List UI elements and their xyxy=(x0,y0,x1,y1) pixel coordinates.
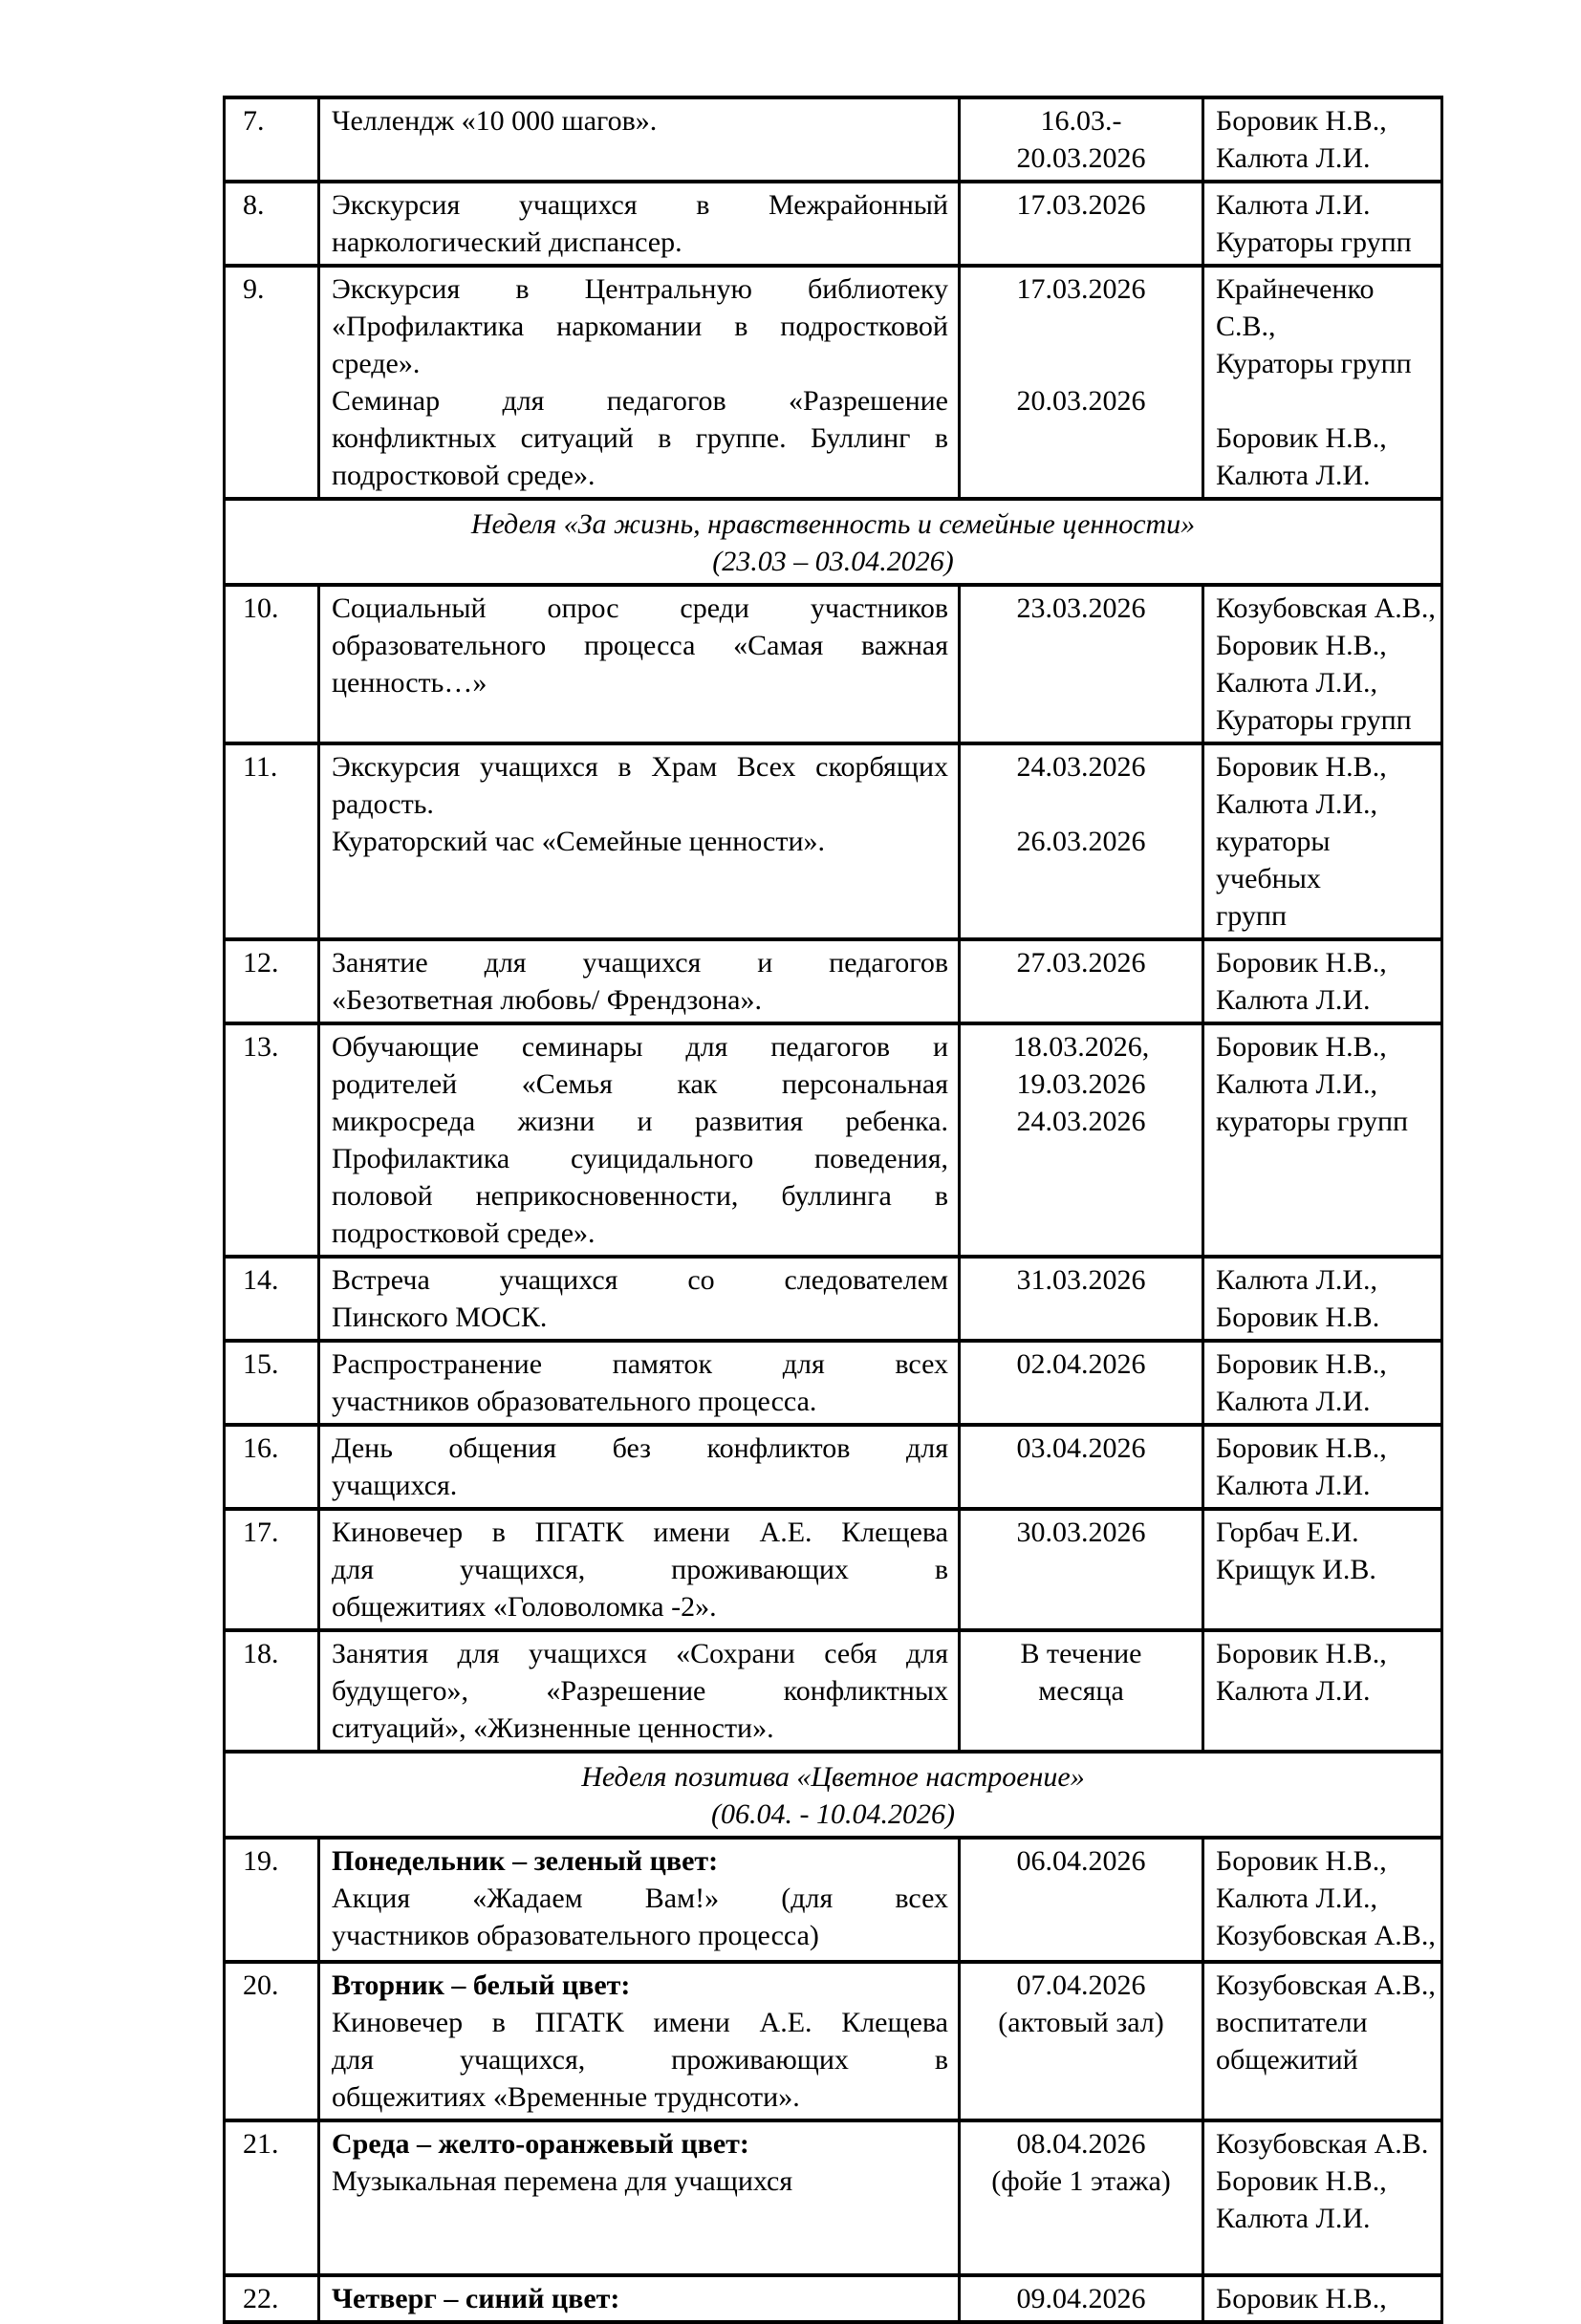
responsible-line: Боровик Н.В., xyxy=(1216,105,1387,137)
date-cell xyxy=(960,1341,1203,1425)
row-number xyxy=(226,1840,317,1960)
table-row xyxy=(225,939,1442,1023)
date-line: (фойе 1 этажа) xyxy=(991,2165,1171,2197)
event-line: Семинар для педагогов «Разрешение xyxy=(332,385,948,417)
row-number-text: 15. xyxy=(243,1348,279,1380)
event-text xyxy=(320,2122,958,2273)
row-number-cell xyxy=(225,1630,319,1752)
event-text xyxy=(320,268,958,497)
event-line: Киновечер в ПГАТК имени А.Е. Клещева xyxy=(332,1517,948,1548)
row-number xyxy=(226,1632,317,1747)
event-line: подростковой среде». xyxy=(332,1217,596,1249)
event-line: Челлендж «10 000 шагов». xyxy=(332,105,658,137)
responsible-text xyxy=(1204,1025,1440,1251)
event-line: Занятие для учащихся и педагогов xyxy=(332,947,948,979)
date-line: 17.03.2026 xyxy=(1016,189,1146,221)
date-text xyxy=(961,1840,1202,1960)
responsible-line: Боровик Н.В., xyxy=(1216,422,1387,454)
date-cell xyxy=(960,1630,1203,1752)
row-number xyxy=(226,1964,317,2113)
responsible-text xyxy=(1204,99,1440,180)
event-cell xyxy=(319,1838,960,1962)
event-text xyxy=(320,1025,958,1255)
responsible-text xyxy=(1204,1427,1440,1507)
date-line: месяца xyxy=(1038,1675,1124,1707)
event-line: Акция «Жадаем Вам!» (для всех xyxy=(332,1883,948,1914)
responsible-cell xyxy=(1203,2120,1442,2275)
event-line: ценность…» xyxy=(332,667,487,699)
event-line: «Профилактика наркомании в подростковой xyxy=(332,311,948,342)
responsible-cell xyxy=(1203,182,1442,266)
responsible-text xyxy=(1204,1964,1440,2113)
responsible-text xyxy=(1204,1511,1440,1625)
row-number xyxy=(226,1343,317,1421)
event-cell xyxy=(319,182,960,266)
date-line: 24.03.2026 xyxy=(1016,751,1146,783)
event-text xyxy=(320,1964,958,2119)
date-text xyxy=(961,183,1202,262)
event-text xyxy=(320,1840,958,1960)
responsible-cell xyxy=(1203,939,1442,1023)
responsible-cell xyxy=(1203,743,1442,939)
row-number-text: 12. xyxy=(243,947,279,979)
event-text xyxy=(320,1259,958,1339)
responsible-line: Крищук И.В. xyxy=(1216,1554,1376,1585)
responsible-cell xyxy=(1203,266,1442,499)
event-line: Среда – желто-оранжевый цвет: xyxy=(332,2128,749,2160)
responsible-cell xyxy=(1203,1425,1442,1509)
section-header xyxy=(226,501,1440,583)
responsible-line: Боровик Н.В., xyxy=(1216,751,1387,783)
row-number-cell xyxy=(225,939,319,1023)
responsible-line: воспитатели xyxy=(1216,2007,1368,2038)
event-line: Экскурсия учащихся в Храм Всех скорбящих xyxy=(332,751,948,783)
event-line: Понедельник – зеленый цвет: xyxy=(332,1845,719,1877)
event-line: наркологический диспансер. xyxy=(332,226,682,258)
row-number-text: 16. xyxy=(243,1432,279,1464)
table-row xyxy=(225,97,1442,182)
responsible-text xyxy=(1204,1840,1440,1960)
date-cell xyxy=(960,2120,1203,2275)
event-line: Встреча учащихся со следователем xyxy=(332,1264,948,1296)
date-line: 20.03.2026 xyxy=(1016,385,1146,417)
schedule-table xyxy=(223,96,1443,2324)
date-line: 24.03.2026 xyxy=(1016,1106,1146,1137)
responsible-line: Калюта Л.И., xyxy=(1216,1883,1377,1914)
row-number xyxy=(226,941,317,1020)
event-cell xyxy=(319,1341,960,1425)
table-row xyxy=(225,1341,1442,1425)
event-text xyxy=(320,745,958,889)
event-text xyxy=(320,587,958,730)
responsible-text xyxy=(1204,268,1440,497)
date-text xyxy=(961,2277,1202,2320)
date-text xyxy=(961,745,1202,889)
event-line: образовательного процесса «Самая важная xyxy=(332,630,948,661)
responsible-line: Боровик Н.В., xyxy=(1216,1432,1387,1464)
event-text xyxy=(320,1511,958,1628)
responsible-cell xyxy=(1203,585,1442,743)
date-line: 23.03.2026 xyxy=(1016,592,1146,624)
date-cell xyxy=(960,585,1203,743)
responsible-line: Козубовская А.В., xyxy=(1216,592,1436,624)
date-line: 09.04.2026 xyxy=(1016,2283,1146,2314)
event-line: Вторник – белый цвет: xyxy=(332,1969,631,2001)
date-text xyxy=(961,941,1202,1020)
event-line: Музыкальная перемена для учащихся xyxy=(332,2165,793,2197)
row-number xyxy=(226,1025,317,1251)
date-cell xyxy=(960,1838,1203,1962)
responsible-cell xyxy=(1203,1257,1442,1341)
responsible-line: общежитий xyxy=(1216,2044,1358,2076)
event-text xyxy=(320,183,958,264)
responsible-text xyxy=(1204,1259,1440,1339)
event-line: Занятия для учащихся «Сохрани себя для xyxy=(332,1638,948,1669)
date-line: 06.04.2026 xyxy=(1016,1845,1146,1877)
date-line: 19.03.2026 xyxy=(1016,1068,1146,1100)
date-line: 30.03.2026 xyxy=(1016,1517,1146,1548)
event-cell xyxy=(319,939,960,1023)
event-line: День общения без конфликтов для xyxy=(332,1432,948,1464)
row-number-text: 18. xyxy=(243,1638,279,1669)
event-line: Экскурсия в Центральную библиотеку xyxy=(332,273,948,305)
responsible-cell xyxy=(1203,1630,1442,1752)
row-number-text: 20. xyxy=(243,1969,279,2001)
date-cell xyxy=(960,1425,1203,1509)
section-header-row xyxy=(225,499,1442,585)
date-cell xyxy=(960,266,1203,499)
responsible-line: Калюта Л.И. xyxy=(1216,1386,1371,1417)
row-number xyxy=(226,2277,317,2320)
responsible-line: Калюта Л.И., xyxy=(1216,788,1377,820)
responsible-cell xyxy=(1203,1962,1442,2120)
event-cell xyxy=(319,1962,960,2120)
section-header-cell xyxy=(225,1752,1442,1838)
event-text xyxy=(320,1427,958,1507)
event-line: Обучающие семинары для педагогов и xyxy=(332,1031,948,1063)
responsible-line: Боровик Н.В., xyxy=(1216,1348,1387,1380)
responsible-line: Боровик Н.В. xyxy=(1216,1302,1380,1333)
responsible-line: Козубовская А.В. xyxy=(1216,2128,1429,2160)
date-text xyxy=(961,268,1202,493)
date-line: 17.03.2026 xyxy=(1016,273,1146,305)
date-line: 03.04.2026 xyxy=(1016,1432,1146,1464)
event-text xyxy=(320,99,958,176)
event-cell xyxy=(319,1023,960,1257)
event-cell xyxy=(319,97,960,182)
event-line: учащихся. xyxy=(332,1470,458,1501)
responsible-line: Калюта Л.И., xyxy=(1216,1264,1377,1296)
responsible-line: Боровик Н.В., xyxy=(1216,1845,1387,1877)
row-number xyxy=(226,99,317,176)
responsible-text xyxy=(1204,1632,1440,1747)
responsible-cell xyxy=(1203,1341,1442,1425)
row-number-cell xyxy=(225,1341,319,1425)
date-text xyxy=(961,1632,1202,1747)
date-line: 08.04.2026 xyxy=(1016,2128,1146,2160)
table-row xyxy=(225,2120,1442,2275)
table-row xyxy=(225,182,1442,266)
event-line: подростковой среде». xyxy=(332,460,596,491)
event-line: микросреда жизни и развития ребенка. xyxy=(332,1106,948,1137)
date-line: 07.04.2026 xyxy=(1016,1969,1146,2001)
date-line: 16.03.- xyxy=(1040,105,1122,137)
responsible-line: Горбач Е.И. xyxy=(1216,1517,1359,1548)
responsible-line: Боровик Н.В., xyxy=(1216,2165,1387,2197)
date-cell xyxy=(960,743,1203,939)
row-number-cell xyxy=(225,585,319,743)
date-text xyxy=(961,1427,1202,1505)
responsible-line: Козубовская А.В., xyxy=(1216,1969,1436,2001)
event-line: половой неприкосновенности, буллинга в xyxy=(332,1180,948,1212)
event-line: участников образовательного процесса) xyxy=(332,1920,819,1951)
date-text xyxy=(961,99,1202,180)
date-line: 27.03.2026 xyxy=(1016,947,1146,979)
event-cell xyxy=(319,1257,960,1341)
event-text xyxy=(320,1343,958,1423)
date-cell xyxy=(960,2275,1203,2322)
date-cell xyxy=(960,1257,1203,1341)
row-number-text: 17. xyxy=(243,1517,279,1548)
event-line: радость. xyxy=(332,788,434,820)
responsible-line: Калюта Л.И. xyxy=(1216,142,1371,174)
section-header xyxy=(226,1754,1440,1836)
row-number-text: 11. xyxy=(243,751,278,783)
event-line: конфликтных ситуаций в группе. Буллинг в xyxy=(332,422,948,454)
event-line: общежитиях «Временные труднсоти». xyxy=(332,2081,800,2113)
responsible-line: Калюта Л.И. xyxy=(1216,460,1371,491)
row-number-cell xyxy=(225,1257,319,1341)
date-line: (актовый зал) xyxy=(998,2007,1164,2038)
responsible-line: Боровик Н.В., xyxy=(1216,2283,1387,2314)
event-cell xyxy=(319,1425,960,1509)
row-number-cell xyxy=(225,1023,319,1257)
event-line: для учащихся, проживающих в xyxy=(332,1554,948,1585)
section-header-cell xyxy=(225,499,1442,585)
event-cell xyxy=(319,266,960,499)
event-cell xyxy=(319,1630,960,1752)
row-number-cell xyxy=(225,1838,319,1962)
responsible-text xyxy=(1204,2277,1440,2320)
date-cell xyxy=(960,1023,1203,1257)
schedule-table-body xyxy=(225,97,1442,2322)
responsible-line: Кураторы групп xyxy=(1216,704,1412,736)
event-line: среде». xyxy=(332,348,421,379)
date-text xyxy=(961,1259,1202,1337)
event-line: Профилактика суицидального поведения, xyxy=(332,1143,948,1174)
table-row xyxy=(225,1425,1442,1509)
row-number xyxy=(226,1427,317,1505)
event-line: Киновечер в ПГАТК имени А.Е. Клещева xyxy=(332,2007,948,2038)
date-text xyxy=(961,1964,1202,2113)
responsible-line: Калюта Л.И. xyxy=(1216,1675,1371,1707)
event-line: «Безответная любовь/ Френдзона». xyxy=(332,984,762,1016)
table-row xyxy=(225,1838,1442,1962)
responsible-cell xyxy=(1203,1838,1442,1962)
event-line: Кураторский час «Семейные ценности». xyxy=(332,826,826,857)
table-row xyxy=(225,1257,1442,1341)
responsible-text xyxy=(1204,183,1440,264)
date-text xyxy=(961,1025,1202,1251)
responsible-cell xyxy=(1203,1509,1442,1630)
event-line: родителей «Семья как персональная xyxy=(332,1068,948,1100)
row-number-text: 8. xyxy=(243,189,265,221)
event-cell xyxy=(319,1509,960,1630)
event-line: участников образовательного процесса. xyxy=(332,1386,817,1417)
date-text xyxy=(961,1343,1202,1421)
event-cell xyxy=(319,2275,960,2322)
date-line: 20.03.2026 xyxy=(1016,142,1146,174)
table-row xyxy=(225,585,1442,743)
responsible-text xyxy=(1204,587,1440,742)
table-row xyxy=(225,1630,1442,1752)
event-text xyxy=(320,2277,958,2320)
date-cell xyxy=(960,1962,1203,2120)
event-line: Распространение памяток для всех xyxy=(332,1348,948,1380)
responsible-line: Калюта Л.И. xyxy=(1216,2203,1371,2234)
row-number-text: 7. xyxy=(243,105,265,137)
date-text xyxy=(961,587,1202,730)
row-number-text: 22. xyxy=(243,2283,279,2314)
row-number-text: 10. xyxy=(243,592,279,624)
date-cell xyxy=(960,97,1203,182)
responsible-cell xyxy=(1203,2275,1442,2322)
row-number xyxy=(226,183,317,262)
responsible-line: Боровик Н.В., xyxy=(1216,947,1387,979)
event-cell xyxy=(319,2120,960,2275)
responsible-line: Кураторы групп xyxy=(1216,226,1412,258)
date-cell xyxy=(960,1509,1203,1630)
event-line: Экскурсия учащихся в Межрайонный xyxy=(332,189,948,221)
event-cell xyxy=(319,743,960,939)
row-number xyxy=(226,745,317,889)
event-cell xyxy=(319,585,960,743)
responsible-line: Боровик Н.В., xyxy=(1216,1031,1387,1063)
row-number-cell xyxy=(225,1509,319,1630)
responsible-line: Калюта Л.И. xyxy=(1216,189,1371,221)
date-cell xyxy=(960,182,1203,266)
row-number-cell xyxy=(225,743,319,939)
responsible-line: Козубовская А.В., xyxy=(1216,1920,1436,1951)
date-line: В течение xyxy=(1020,1638,1142,1669)
event-line: Четверг – синий цвет: xyxy=(332,2283,620,2314)
row-number xyxy=(226,2122,317,2273)
responsible-line: Калюта Л.И., xyxy=(1216,667,1377,699)
date-line: 31.03.2026 xyxy=(1016,1264,1146,1296)
row-number-text: 13. xyxy=(243,1031,279,1063)
responsible-line: Крайнеченко С.В., xyxy=(1216,273,1375,342)
table-row xyxy=(225,1962,1442,2120)
date-cell xyxy=(960,939,1203,1023)
row-number-cell xyxy=(225,2275,319,2322)
event-line: для учащихся, проживающих в xyxy=(332,2044,948,2076)
responsible-text xyxy=(1204,2122,1440,2273)
responsible-line: Кураторы групп xyxy=(1216,348,1412,379)
date-line: 02.04.2026 xyxy=(1016,1348,1146,1380)
row-number-text: 19. xyxy=(243,1845,279,1877)
row-number-cell xyxy=(225,266,319,499)
responsible-text xyxy=(1204,745,1440,937)
row-number xyxy=(226,1259,317,1337)
row-number-cell xyxy=(225,1425,319,1509)
row-number-text: 9. xyxy=(243,273,265,305)
row-number-cell xyxy=(225,1962,319,2120)
event-line: Социальный опрос среди участников xyxy=(332,592,948,624)
row-number xyxy=(226,587,317,730)
row-number xyxy=(226,1511,317,1625)
date-text xyxy=(961,2122,1202,2273)
row-number-cell xyxy=(225,2120,319,2275)
section-title: Неделя «За жизнь, нравственность и семейные ценности» xyxy=(470,508,1196,540)
event-line: будущего», «Разрешение конфликтных xyxy=(332,1675,948,1707)
row-number-cell xyxy=(225,182,319,266)
row-number xyxy=(226,268,317,493)
responsible-text xyxy=(1204,941,1440,1022)
responsible-cell xyxy=(1203,97,1442,182)
responsible-text xyxy=(1204,1343,1440,1423)
event-line: общежитиях «Головоломка -2». xyxy=(332,1591,717,1623)
responsible-line: Боровик Н.В., xyxy=(1216,1638,1387,1669)
responsible-line: Калюта Л.И. xyxy=(1216,984,1371,1016)
responsible-cell xyxy=(1203,1023,1442,1257)
section-header-row xyxy=(225,1752,1442,1838)
table-row xyxy=(225,743,1442,939)
table-row xyxy=(225,1023,1442,1257)
responsible-line: групп xyxy=(1216,900,1288,932)
table-row xyxy=(225,266,1442,499)
responsible-line: Калюта Л.И. xyxy=(1216,1470,1371,1501)
date-text xyxy=(961,1511,1202,1625)
event-text xyxy=(320,941,958,1022)
responsible-line: Калюта Л.И., xyxy=(1216,1068,1377,1100)
table-row xyxy=(225,2275,1442,2322)
event-text xyxy=(320,1632,958,1750)
date-line: 18.03.2026, xyxy=(1012,1031,1150,1063)
responsible-line: кураторы групп xyxy=(1216,1106,1409,1137)
responsible-line: кураторы учебных xyxy=(1216,826,1331,894)
row-number-text: 14. xyxy=(243,1264,279,1296)
row-number-cell xyxy=(225,97,319,182)
table-row xyxy=(225,1509,1442,1630)
section-subtitle: (06.04. - 10.04.2026) xyxy=(711,1798,955,1830)
date-line: 26.03.2026 xyxy=(1016,826,1146,857)
row-number-text: 21. xyxy=(243,2128,279,2160)
event-line: Пинского МОСК. xyxy=(332,1302,548,1333)
event-line: ситуаций», «Жизненные ценности». xyxy=(332,1712,774,1744)
section-subtitle: (23.03 – 03.04.2026) xyxy=(712,546,954,577)
section-title: Неделя позитива «Цветное настроение» xyxy=(581,1761,1085,1793)
responsible-line: Боровик Н.В., xyxy=(1216,630,1387,661)
